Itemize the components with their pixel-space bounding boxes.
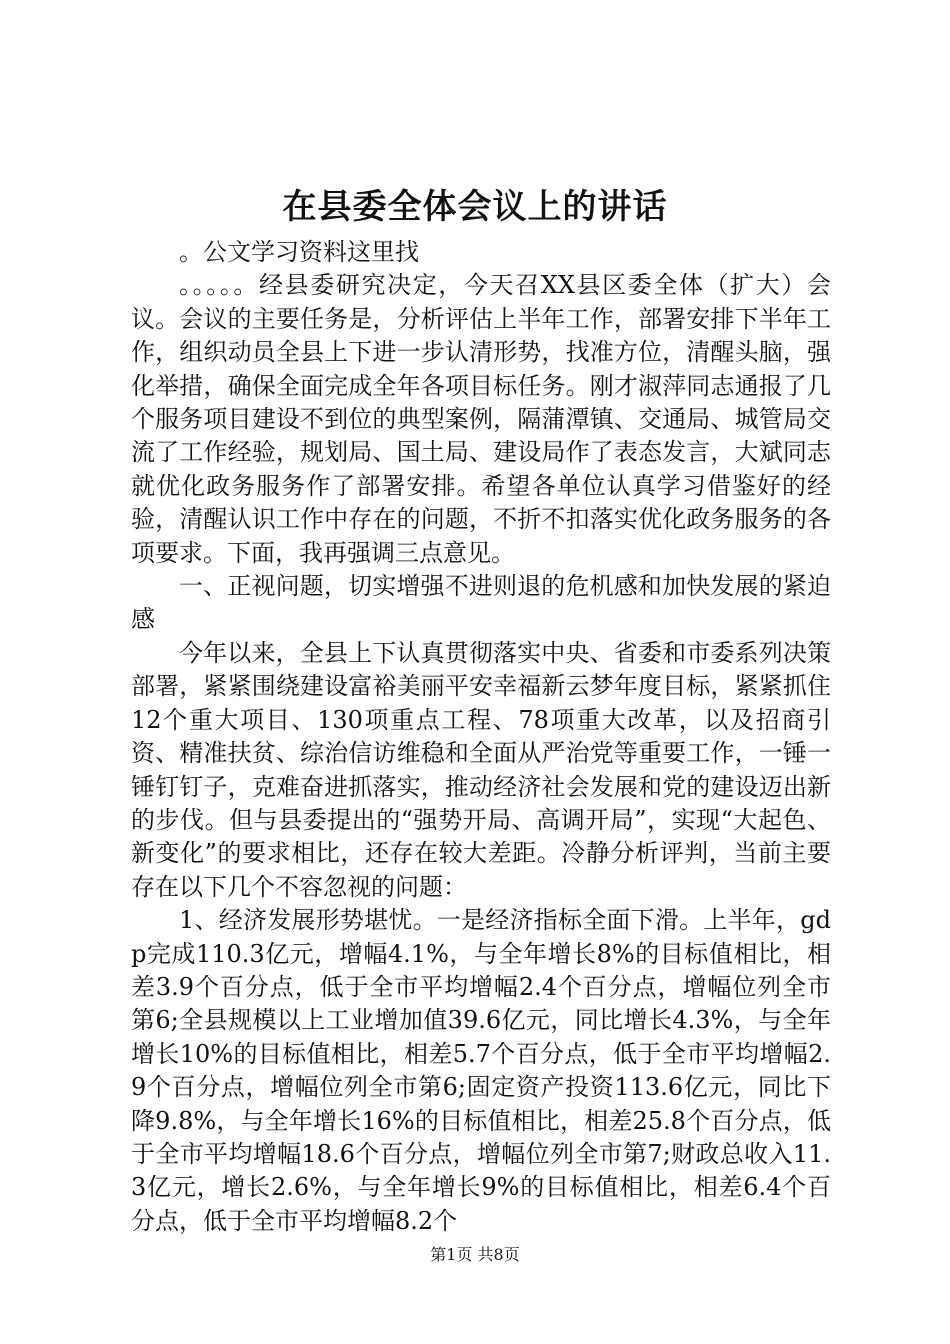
- page-footer: 第1页 共8页: [430, 1245, 520, 1264]
- paragraph-overview: 今年以来，全县上下认真贯彻落实中央、省委和市委系列决策部署，紧紧围绕建设富裕美丽平安幸福新云梦年度目标，紧紧抓住12个重大项目、130项重点工程、78项重大改革，以及招商引资、精准扶贫、综治信访维稳和全面从严治党等重要工作，一锤一锤钉钉子，克难奋进抓落实，推动经济社会发展和党的建设迈出新的步伐。但与县委提出的“强势开局、高调开局”，实现“大起色、新变化”的要求相比，还存在较大差距。冷静分析评判，当前主要存在以下几个不容忽视的问题：: [131, 638, 831, 901]
- paragraph-economy: 1、经济发展形势堪忧。一是经济指标全面下滑。上半年，gdp完成110.3亿元，增幅4.1%，与全年增长8%的目标值相比，相差3.9个百分点，低于全市平均增幅2.4个百分点，增幅位列全市第6;全县规模以上工业增加值39.6亿元，同比增长4.3%，与全年增长10%的目标值相比，相差5.7个百分点，低于全市平均增幅2.9个百分点，增幅位列全市第6;固定资产投资113.6亿元，同比下降9.8%，与全年增长16%的目标值相比，相差25.8个百分点，低于全市平均增幅18.6个百分点，增幅位列全市第7;财政总收入11.3亿元，增长2.6%，与全年增长9%的目标值相比，相差6.4个百分点，低于全市平均增幅8.2个: [131, 906, 831, 1235]
- paragraph-opening: 。。。。。经县委研究决定，今天召XX县区委全体（扩大）会议。会议的主要任务是，分析评估上半年工作，部署安排下半年工作，组织动员全县上下进一步认清形势，找准方位，清醒头脑，强化举措，确保全面完成全年各项目标任务。刚才淑萍同志通报了几个服务项目建设不到位的典型案例，隔蒲潭镇、交通局、城管局交流了工作经验，规划局、国土局、建设局作了表态发言，大斌同志就优化政务服务作了部署安排。希望各单位认真学习借鉴好的经验，清醒认识工作中存在的问题，不折不扣落实优化政务服务的各项要求。下面，我再强调三点意见。: [131, 271, 831, 567]
- paragraph-intro-note: 。公文学习资料这里找: [179, 238, 419, 266]
- document-title: 在县委全体会议上的讲话: [282, 187, 668, 227]
- document-body: [131, 236, 831, 1238]
- section-heading-one: 一、正视问题，切实增强不进则退的危机感和加快发展的紧迫感: [131, 572, 831, 634]
